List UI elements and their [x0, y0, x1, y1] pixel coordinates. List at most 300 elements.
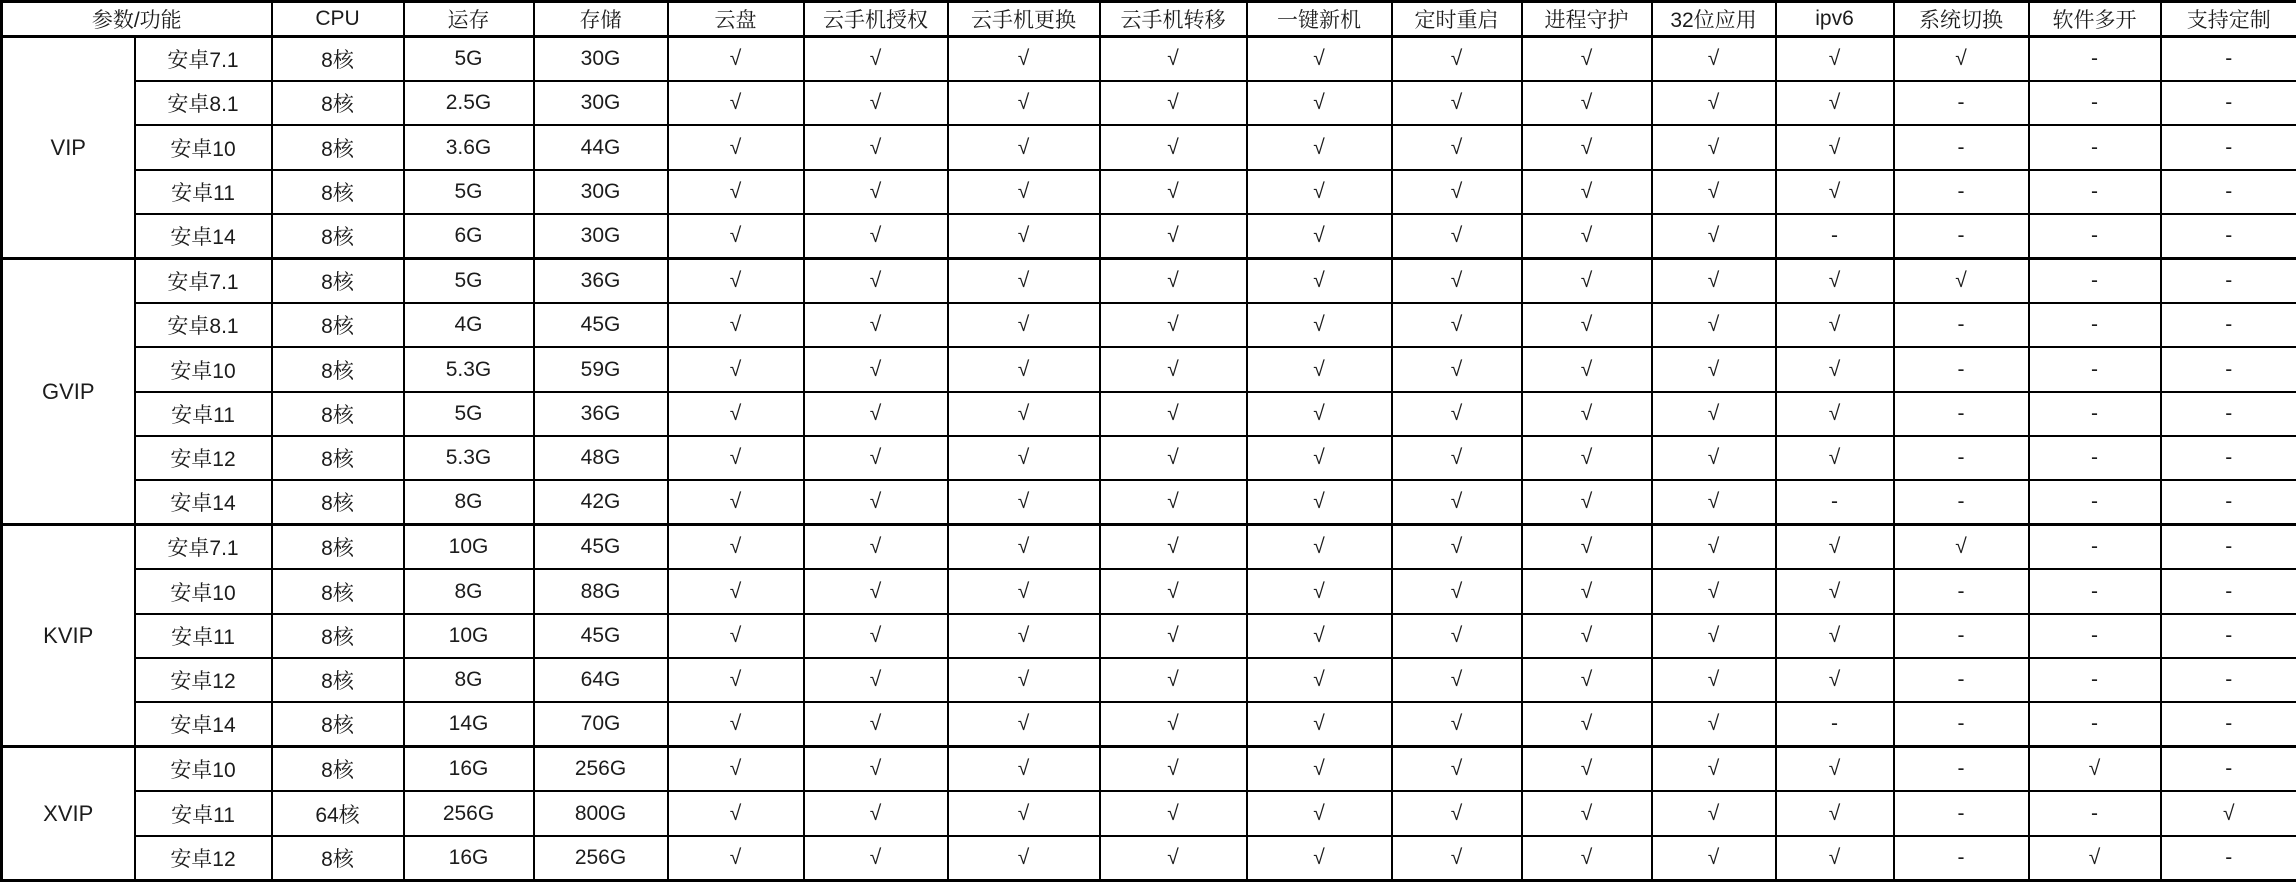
check-mark-cell-one-key-new-device: √ — [1247, 747, 1392, 792]
storage-cell: 64G — [534, 658, 668, 702]
check-mark-cell-cloud-phone-transfer: √ — [1100, 170, 1247, 214]
android-version-cell: 安卓14 — [135, 480, 272, 525]
dash-mark-cell-multi-open: - — [2029, 480, 2161, 525]
cpu-cell: 8核 — [272, 125, 404, 169]
check-mark-cell-one-key-new-device: √ — [1247, 214, 1392, 259]
column-header-ram: 运存 — [404, 2, 534, 37]
check-mark-cell-cloud-disk: √ — [668, 170, 804, 214]
check-mark-cell-ipv6: √ — [1776, 747, 1894, 792]
table-row — [2, 436, 2296, 480]
check-mark-cell-cloud-disk: √ — [668, 614, 804, 658]
dash-mark-cell-custom-support: - — [2161, 214, 2296, 259]
check-mark-cell-one-key-new-device: √ — [1247, 81, 1392, 125]
check-mark-cell-process-guard: √ — [1522, 303, 1652, 347]
check-mark-cell-cloud-phone-transfer: √ — [1100, 436, 1247, 480]
check-mark-cell-32bit-apps: √ — [1652, 836, 1776, 881]
dash-mark-cell-system-switch: - — [1894, 125, 2029, 169]
check-mark-cell-cloud-disk: √ — [668, 214, 804, 259]
column-header-32bit-apps: 32位应用 — [1652, 2, 1776, 37]
check-mark-cell-cloud-phone-auth: √ — [804, 658, 948, 702]
check-mark-cell-ipv6: √ — [1776, 436, 1894, 480]
check-mark-cell-cloud-disk: √ — [668, 702, 804, 747]
check-mark-cell-32bit-apps: √ — [1652, 392, 1776, 436]
storage-cell: 800G — [534, 791, 668, 835]
storage-cell: 256G — [534, 836, 668, 881]
cpu-cell: 8核 — [272, 747, 404, 792]
storage-cell: 45G — [534, 525, 668, 570]
dash-mark-cell-custom-support: - — [2161, 614, 2296, 658]
ram-cell: 5G — [404, 37, 534, 82]
storage-cell: 30G — [534, 81, 668, 125]
android-version-cell: 安卓10 — [135, 125, 272, 169]
check-mark-cell-cloud-phone-auth: √ — [804, 125, 948, 169]
dash-mark-cell-ipv6: - — [1776, 214, 1894, 259]
ram-cell: 5.3G — [404, 347, 534, 391]
check-mark-cell-process-guard: √ — [1522, 836, 1652, 881]
check-mark-cell-scheduled-restart: √ — [1392, 347, 1522, 391]
check-mark-cell-cloud-phone-transfer: √ — [1100, 791, 1247, 835]
check-mark-cell-cloud-phone-transfer: √ — [1100, 303, 1247, 347]
dash-mark-cell-custom-support: - — [2161, 125, 2296, 169]
cpu-cell: 8核 — [272, 525, 404, 570]
column-header-param-function: 参数/功能 — [2, 2, 272, 37]
check-mark-cell-cloud-phone-auth: √ — [804, 214, 948, 259]
table-row — [2, 702, 2296, 747]
check-mark-cell-cloud-disk: √ — [668, 125, 804, 169]
check-mark-cell-process-guard: √ — [1522, 259, 1652, 304]
check-mark-cell-multi-open: √ — [2029, 836, 2161, 881]
cpu-cell: 64核 — [272, 791, 404, 835]
check-mark-cell-process-guard: √ — [1522, 569, 1652, 613]
check-mark-cell-cloud-phone-auth: √ — [804, 259, 948, 304]
check-mark-cell-cloud-phone-transfer: √ — [1100, 702, 1247, 747]
check-mark-cell-one-key-new-device: √ — [1247, 392, 1392, 436]
table-row — [2, 614, 2296, 658]
check-mark-cell-one-key-new-device: √ — [1247, 125, 1392, 169]
table-body — [2, 37, 2296, 881]
android-version-cell: 安卓11 — [135, 614, 272, 658]
table-row — [2, 836, 2296, 881]
column-header-system-switch: 系统切换 — [1894, 2, 2029, 37]
column-header-one-key-new-device: 一键新机 — [1247, 2, 1392, 37]
check-mark-cell-cloud-phone-transfer: √ — [1100, 259, 1247, 304]
check-mark-cell-one-key-new-device: √ — [1247, 658, 1392, 702]
check-mark-cell-cloud-phone-transfer: √ — [1100, 569, 1247, 613]
check-mark-cell-cloud-phone-transfer: √ — [1100, 525, 1247, 570]
check-mark-cell-cloud-phone-replace: √ — [948, 791, 1100, 835]
cpu-cell: 8核 — [272, 436, 404, 480]
cpu-cell: 8核 — [272, 836, 404, 881]
dash-mark-cell-custom-support: - — [2161, 480, 2296, 525]
cpu-cell: 8核 — [272, 81, 404, 125]
check-mark-cell-one-key-new-device: √ — [1247, 259, 1392, 304]
check-mark-cell-cloud-phone-transfer: √ — [1100, 480, 1247, 525]
storage-cell: 30G — [534, 37, 668, 82]
check-mark-cell-32bit-apps: √ — [1652, 525, 1776, 570]
check-mark-cell-cloud-phone-transfer: √ — [1100, 37, 1247, 82]
column-header-ipv6: ipv6 — [1776, 2, 1894, 37]
check-mark-cell-scheduled-restart: √ — [1392, 81, 1522, 125]
check-mark-cell-cloud-phone-replace: √ — [948, 37, 1100, 82]
dash-mark-cell-system-switch: - — [1894, 791, 2029, 835]
android-version-cell: 安卓11 — [135, 392, 272, 436]
check-mark-cell-32bit-apps: √ — [1652, 303, 1776, 347]
dash-mark-cell-system-switch: - — [1894, 392, 2029, 436]
table-row — [2, 37, 2296, 82]
ram-cell: 10G — [404, 614, 534, 658]
android-version-cell: 安卓7.1 — [135, 525, 272, 570]
check-mark-cell-32bit-apps: √ — [1652, 658, 1776, 702]
check-mark-cell-32bit-apps: √ — [1652, 791, 1776, 835]
dash-mark-cell-multi-open: - — [2029, 303, 2161, 347]
check-mark-cell-ipv6: √ — [1776, 81, 1894, 125]
check-mark-cell-one-key-new-device: √ — [1247, 170, 1392, 214]
check-mark-cell-cloud-disk: √ — [668, 81, 804, 125]
check-mark-cell-scheduled-restart: √ — [1392, 702, 1522, 747]
dash-mark-cell-system-switch: - — [1894, 747, 2029, 792]
check-mark-cell-cloud-phone-auth: √ — [804, 791, 948, 835]
android-version-cell: 安卓8.1 — [135, 303, 272, 347]
dash-mark-cell-system-switch: - — [1894, 702, 2029, 747]
check-mark-cell-32bit-apps: √ — [1652, 569, 1776, 613]
check-mark-cell-32bit-apps: √ — [1652, 37, 1776, 82]
table-row — [2, 392, 2296, 436]
check-mark-cell-cloud-phone-replace: √ — [948, 259, 1100, 304]
check-mark-cell-one-key-new-device: √ — [1247, 791, 1392, 835]
check-mark-cell-ipv6: √ — [1776, 569, 1894, 613]
check-mark-cell-cloud-disk: √ — [668, 747, 804, 792]
cpu-cell: 8核 — [272, 170, 404, 214]
android-version-cell: 安卓8.1 — [135, 81, 272, 125]
storage-cell: 44G — [534, 125, 668, 169]
table-row — [2, 480, 2296, 525]
check-mark-cell-one-key-new-device: √ — [1247, 525, 1392, 570]
check-mark-cell-cloud-phone-replace: √ — [948, 214, 1100, 259]
ram-cell: 256G — [404, 791, 534, 835]
check-mark-cell-cloud-phone-auth: √ — [804, 303, 948, 347]
check-mark-cell-cloud-phone-transfer: √ — [1100, 392, 1247, 436]
check-mark-cell-one-key-new-device: √ — [1247, 347, 1392, 391]
tier-cell: VIP — [2, 37, 135, 259]
check-mark-cell-scheduled-restart: √ — [1392, 480, 1522, 525]
dash-mark-cell-multi-open: - — [2029, 525, 2161, 570]
check-mark-cell-process-guard: √ — [1522, 347, 1652, 391]
android-version-cell: 安卓10 — [135, 347, 272, 391]
table-row — [2, 125, 2296, 169]
check-mark-cell-cloud-disk: √ — [668, 480, 804, 525]
check-mark-cell-cloud-phone-replace: √ — [948, 658, 1100, 702]
dash-mark-cell-system-switch: - — [1894, 436, 2029, 480]
check-mark-cell-ipv6: √ — [1776, 658, 1894, 702]
dash-mark-cell-ipv6: - — [1776, 480, 1894, 525]
check-mark-cell-cloud-phone-replace: √ — [948, 347, 1100, 391]
dash-mark-cell-system-switch: - — [1894, 836, 2029, 881]
table-row — [2, 81, 2296, 125]
table-header — [2, 2, 2296, 37]
ram-cell: 5G — [404, 392, 534, 436]
check-mark-cell-process-guard: √ — [1522, 791, 1652, 835]
cpu-cell: 8核 — [272, 392, 404, 436]
column-header-storage: 存储 — [534, 2, 668, 37]
ram-cell: 5G — [404, 170, 534, 214]
dash-mark-cell-multi-open: - — [2029, 436, 2161, 480]
dash-mark-cell-multi-open: - — [2029, 658, 2161, 702]
check-mark-cell-cloud-disk: √ — [668, 569, 804, 613]
check-mark-cell-one-key-new-device: √ — [1247, 569, 1392, 613]
check-mark-cell-32bit-apps: √ — [1652, 170, 1776, 214]
check-mark-cell-cloud-disk: √ — [668, 37, 804, 82]
check-mark-cell-process-guard: √ — [1522, 614, 1652, 658]
check-mark-cell-32bit-apps: √ — [1652, 702, 1776, 747]
check-mark-cell-one-key-new-device: √ — [1247, 37, 1392, 82]
dash-mark-cell-multi-open: - — [2029, 791, 2161, 835]
tier-cell: KVIP — [2, 525, 135, 747]
storage-cell: 70G — [534, 702, 668, 747]
cpu-cell: 8核 — [272, 614, 404, 658]
check-mark-cell-cloud-phone-transfer: √ — [1100, 214, 1247, 259]
android-version-cell: 安卓7.1 — [135, 37, 272, 82]
table-row — [2, 303, 2296, 347]
column-header-multi-open: 软件多开 — [2029, 2, 2161, 37]
dash-mark-cell-custom-support: - — [2161, 303, 2296, 347]
check-mark-cell-cloud-phone-auth: √ — [804, 480, 948, 525]
dash-mark-cell-system-switch: - — [1894, 480, 2029, 525]
check-mark-cell-ipv6: √ — [1776, 37, 1894, 82]
storage-cell: 45G — [534, 303, 668, 347]
dash-mark-cell-multi-open: - — [2029, 170, 2161, 214]
ram-cell: 14G — [404, 702, 534, 747]
check-mark-cell-ipv6: √ — [1776, 259, 1894, 304]
dash-mark-cell-multi-open: - — [2029, 259, 2161, 304]
dash-mark-cell-multi-open: - — [2029, 392, 2161, 436]
check-mark-cell-system-switch: √ — [1894, 259, 2029, 304]
dash-mark-cell-custom-support: - — [2161, 658, 2296, 702]
check-mark-cell-multi-open: √ — [2029, 747, 2161, 792]
storage-cell: 48G — [534, 436, 668, 480]
cpu-cell: 8核 — [272, 347, 404, 391]
check-mark-cell-cloud-phone-auth: √ — [804, 614, 948, 658]
table-row — [2, 259, 2296, 304]
dash-mark-cell-custom-support: - — [2161, 259, 2296, 304]
android-version-cell: 安卓12 — [135, 836, 272, 881]
check-mark-cell-scheduled-restart: √ — [1392, 125, 1522, 169]
dash-mark-cell-multi-open: - — [2029, 81, 2161, 125]
check-mark-cell-cloud-disk: √ — [668, 347, 804, 391]
check-mark-cell-cloud-phone-replace: √ — [948, 480, 1100, 525]
check-mark-cell-scheduled-restart: √ — [1392, 569, 1522, 613]
check-mark-cell-cloud-phone-transfer: √ — [1100, 347, 1247, 391]
dash-mark-cell-multi-open: - — [2029, 614, 2161, 658]
header-row — [2, 2, 2296, 37]
table-row — [2, 214, 2296, 259]
dash-mark-cell-system-switch: - — [1894, 214, 2029, 259]
dash-mark-cell-custom-support: - — [2161, 37, 2296, 82]
check-mark-cell-cloud-phone-auth: √ — [804, 569, 948, 613]
check-mark-cell-ipv6: √ — [1776, 125, 1894, 169]
check-mark-cell-cloud-phone-auth: √ — [804, 525, 948, 570]
column-header-cloud-phone-auth: 云手机授权 — [804, 2, 948, 37]
tier-cell: GVIP — [2, 259, 135, 525]
table-row — [2, 658, 2296, 702]
ram-cell: 16G — [404, 836, 534, 881]
check-mark-cell-cloud-phone-replace: √ — [948, 170, 1100, 214]
check-mark-cell-cloud-phone-replace: √ — [948, 436, 1100, 480]
storage-cell: 59G — [534, 347, 668, 391]
check-mark-cell-cloud-phone-auth: √ — [804, 170, 948, 214]
ram-cell: 8G — [404, 658, 534, 702]
ram-cell: 8G — [404, 480, 534, 525]
column-header-custom-support: 支持定制 — [2161, 2, 2296, 37]
cpu-cell: 8核 — [272, 37, 404, 82]
check-mark-cell-ipv6: √ — [1776, 614, 1894, 658]
check-mark-cell-one-key-new-device: √ — [1247, 614, 1392, 658]
cpu-cell: 8核 — [272, 214, 404, 259]
ram-cell: 2.5G — [404, 81, 534, 125]
check-mark-cell-cloud-phone-auth: √ — [804, 347, 948, 391]
check-mark-cell-32bit-apps: √ — [1652, 480, 1776, 525]
tier-cell: XVIP — [2, 747, 135, 881]
check-mark-cell-cloud-phone-replace: √ — [948, 125, 1100, 169]
check-mark-cell-cloud-phone-replace: √ — [948, 303, 1100, 347]
table-row — [2, 569, 2296, 613]
storage-cell: 30G — [534, 214, 668, 259]
check-mark-cell-cloud-phone-auth: √ — [804, 37, 948, 82]
check-mark-cell-cloud-disk: √ — [668, 658, 804, 702]
column-header-cloud-disk: 云盘 — [668, 2, 804, 37]
table-row — [2, 347, 2296, 391]
check-mark-cell-ipv6: √ — [1776, 303, 1894, 347]
check-mark-cell-process-guard: √ — [1522, 702, 1652, 747]
check-mark-cell-32bit-apps: √ — [1652, 214, 1776, 259]
check-mark-cell-cloud-disk: √ — [668, 525, 804, 570]
cpu-cell: 8核 — [272, 658, 404, 702]
check-mark-cell-cloud-disk: √ — [668, 303, 804, 347]
check-mark-cell-scheduled-restart: √ — [1392, 392, 1522, 436]
check-mark-cell-cloud-phone-auth: √ — [804, 702, 948, 747]
column-header-cloud-phone-replace: 云手机更换 — [948, 2, 1100, 37]
check-mark-cell-custom-support: √ — [2161, 791, 2296, 835]
ram-cell: 5.3G — [404, 436, 534, 480]
dash-mark-cell-multi-open: - — [2029, 347, 2161, 391]
check-mark-cell-cloud-phone-replace: √ — [948, 81, 1100, 125]
table-row — [2, 525, 2296, 570]
check-mark-cell-scheduled-restart: √ — [1392, 37, 1522, 82]
check-mark-cell-one-key-new-device: √ — [1247, 836, 1392, 881]
ram-cell: 8G — [404, 569, 534, 613]
storage-cell: 45G — [534, 614, 668, 658]
dash-mark-cell-custom-support: - — [2161, 392, 2296, 436]
check-mark-cell-cloud-phone-transfer: √ — [1100, 747, 1247, 792]
storage-cell: 256G — [534, 747, 668, 792]
check-mark-cell-cloud-phone-transfer: √ — [1100, 614, 1247, 658]
check-mark-cell-system-switch: √ — [1894, 525, 2029, 570]
check-mark-cell-ipv6: √ — [1776, 791, 1894, 835]
check-mark-cell-cloud-phone-transfer: √ — [1100, 81, 1247, 125]
dash-mark-cell-custom-support: - — [2161, 170, 2296, 214]
dash-mark-cell-multi-open: - — [2029, 125, 2161, 169]
dash-mark-cell-system-switch: - — [1894, 81, 2029, 125]
column-header-process-guard: 进程守护 — [1522, 2, 1652, 37]
check-mark-cell-scheduled-restart: √ — [1392, 836, 1522, 881]
dash-mark-cell-custom-support: - — [2161, 747, 2296, 792]
check-mark-cell-cloud-phone-auth: √ — [804, 436, 948, 480]
check-mark-cell-cloud-phone-replace: √ — [948, 392, 1100, 436]
check-mark-cell-cloud-phone-replace: √ — [948, 836, 1100, 881]
check-mark-cell-32bit-apps: √ — [1652, 747, 1776, 792]
dash-mark-cell-custom-support: - — [2161, 525, 2296, 570]
android-version-cell: 安卓14 — [135, 702, 272, 747]
storage-cell: 30G — [534, 170, 668, 214]
dash-mark-cell-custom-support: - — [2161, 436, 2296, 480]
check-mark-cell-32bit-apps: √ — [1652, 347, 1776, 391]
android-version-cell: 安卓12 — [135, 658, 272, 702]
cpu-cell: 8核 — [272, 259, 404, 304]
android-version-cell: 安卓12 — [135, 436, 272, 480]
check-mark-cell-cloud-phone-replace: √ — [948, 569, 1100, 613]
check-mark-cell-one-key-new-device: √ — [1247, 436, 1392, 480]
ram-cell: 5G — [404, 259, 534, 304]
check-mark-cell-cloud-phone-transfer: √ — [1100, 836, 1247, 881]
android-version-cell: 安卓14 — [135, 214, 272, 259]
check-mark-cell-ipv6: √ — [1776, 525, 1894, 570]
column-header-cloud-phone-transfer: 云手机转移 — [1100, 2, 1247, 37]
check-mark-cell-scheduled-restart: √ — [1392, 259, 1522, 304]
storage-cell: 88G — [534, 569, 668, 613]
check-mark-cell-scheduled-restart: √ — [1392, 436, 1522, 480]
cpu-cell: 8核 — [272, 569, 404, 613]
check-mark-cell-ipv6: √ — [1776, 170, 1894, 214]
cpu-cell: 8核 — [272, 480, 404, 525]
dash-mark-cell-ipv6: - — [1776, 702, 1894, 747]
check-mark-cell-one-key-new-device: √ — [1247, 702, 1392, 747]
dash-mark-cell-custom-support: - — [2161, 569, 2296, 613]
check-mark-cell-cloud-phone-replace: √ — [948, 525, 1100, 570]
check-mark-cell-scheduled-restart: √ — [1392, 170, 1522, 214]
cpu-cell: 8核 — [272, 702, 404, 747]
check-mark-cell-cloud-phone-auth: √ — [804, 747, 948, 792]
check-mark-cell-32bit-apps: √ — [1652, 614, 1776, 658]
check-mark-cell-process-guard: √ — [1522, 125, 1652, 169]
table-row — [2, 170, 2296, 214]
check-mark-cell-scheduled-restart: √ — [1392, 791, 1522, 835]
ram-cell: 16G — [404, 747, 534, 792]
dash-mark-cell-system-switch: - — [1894, 569, 2029, 613]
check-mark-cell-cloud-phone-auth: √ — [804, 392, 948, 436]
check-mark-cell-cloud-phone-replace: √ — [948, 614, 1100, 658]
check-mark-cell-cloud-disk: √ — [668, 436, 804, 480]
ram-cell: 6G — [404, 214, 534, 259]
column-header-cpu: CPU — [272, 2, 404, 37]
check-mark-cell-scheduled-restart: √ — [1392, 614, 1522, 658]
storage-cell: 36G — [534, 392, 668, 436]
check-mark-cell-cloud-phone-replace: √ — [948, 702, 1100, 747]
check-mark-cell-cloud-disk: √ — [668, 259, 804, 304]
dash-mark-cell-multi-open: - — [2029, 214, 2161, 259]
check-mark-cell-cloud-phone-transfer: √ — [1100, 658, 1247, 702]
dash-mark-cell-multi-open: - — [2029, 37, 2161, 82]
check-mark-cell-cloud-phone-auth: √ — [804, 81, 948, 125]
check-mark-cell-cloud-phone-transfer: √ — [1100, 125, 1247, 169]
check-mark-cell-32bit-apps: √ — [1652, 125, 1776, 169]
check-mark-cell-scheduled-restart: √ — [1392, 525, 1522, 570]
check-mark-cell-process-guard: √ — [1522, 436, 1652, 480]
dash-mark-cell-multi-open: - — [2029, 569, 2161, 613]
check-mark-cell-scheduled-restart: √ — [1392, 214, 1522, 259]
dash-mark-cell-custom-support: - — [2161, 702, 2296, 747]
check-mark-cell-one-key-new-device: √ — [1247, 480, 1392, 525]
android-version-cell: 安卓11 — [135, 170, 272, 214]
check-mark-cell-cloud-phone-auth: √ — [804, 836, 948, 881]
